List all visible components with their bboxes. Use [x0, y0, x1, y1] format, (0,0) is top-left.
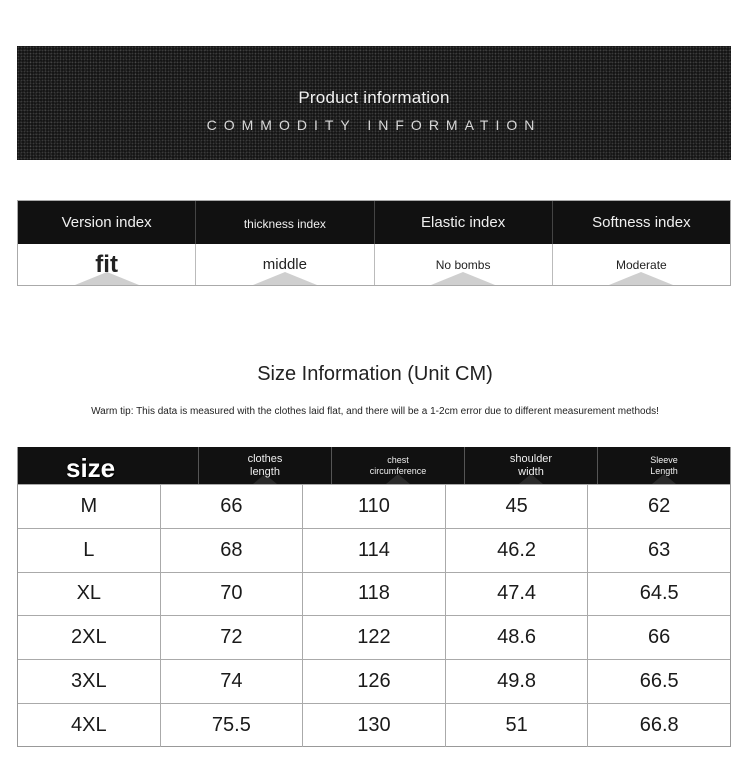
index-table-header — [18, 201, 730, 244]
cell-shoulder: 47.4 — [446, 573, 589, 616]
banner-title: Product information — [298, 88, 450, 107]
table-row — [18, 572, 730, 616]
size-info-title: Size Information (Unit CM) — [257, 363, 493, 385]
cell-clothes-length: 75.5 — [161, 704, 304, 747]
header-clothes-length — [199, 447, 332, 484]
header-shoulder-l2: width — [518, 465, 544, 478]
value-version-index — [18, 244, 196, 285]
header-shoulder-width — [465, 447, 598, 484]
index-table — [17, 200, 731, 286]
cell-chest: 110 — [303, 485, 446, 528]
size-table — [17, 447, 731, 747]
cell-chest: 126 — [303, 660, 446, 703]
cell-sleeve: 66.5 — [639, 670, 679, 693]
header-size-label: size — [66, 453, 116, 484]
header-chest-l1: chest — [387, 455, 409, 466]
cell-size: 4XL — [18, 704, 161, 747]
cell-sleeve: 66.8 — [639, 713, 679, 736]
header-clothes-length-l1: clothes — [247, 452, 283, 465]
value-softness-text: Moderate — [616, 257, 667, 272]
indicator-triangle — [609, 272, 673, 285]
value-thickness-text: middle — [262, 256, 307, 273]
header-thickness-index: thickness index — [196, 201, 374, 244]
cell-size: L — [18, 529, 161, 572]
indicator-triangle — [431, 272, 495, 285]
header-softness-index: Softness index — [592, 214, 691, 231]
cell-clothes-length: 68 — [161, 529, 304, 572]
indicator-triangle — [253, 272, 317, 285]
header-sleeve-length — [598, 447, 730, 484]
cell-clothes-length: 70 — [161, 573, 304, 616]
table-row — [18, 615, 730, 659]
cell-shoulder: 49.8 — [446, 660, 589, 703]
header-elastic-index: Elastic index — [375, 201, 553, 244]
cell-size: XL — [18, 573, 161, 616]
cell-chest: 118 — [303, 573, 446, 616]
header-size — [18, 447, 199, 484]
banner-subtitle: COMMODITY INFORMATION — [206, 117, 542, 133]
warm-tip: Warm tip: This data is measured with the clothes laid flat, and there will be a 1-2cm error due to different measurement methods! — [91, 406, 659, 417]
header-clothes-length-l2: length — [250, 465, 280, 478]
table-row — [18, 659, 730, 703]
cell-sleeve: 63 — [648, 538, 671, 561]
cell-size: M — [18, 485, 161, 528]
table-row — [18, 528, 730, 572]
cell-shoulder: 51 — [446, 704, 589, 747]
cell-shoulder: 45 — [446, 485, 589, 528]
header-version-index: Version index — [18, 201, 196, 244]
cell-chest: 114 — [303, 529, 446, 572]
value-thickness-index — [196, 244, 374, 285]
cell-sleeve: 64.5 — [639, 582, 679, 605]
cell-shoulder: 48.6 — [446, 616, 589, 659]
header-chest-circumference — [332, 447, 465, 484]
index-table-values — [18, 244, 730, 285]
cell-size: 2XL — [18, 616, 161, 659]
cell-chest: 130 — [303, 704, 446, 747]
cell-chest: 122 — [303, 616, 446, 659]
cell-clothes-length: 74 — [161, 660, 304, 703]
table-row — [18, 703, 730, 747]
value-version-text: fit — [95, 250, 118, 278]
cell-clothes-length: 72 — [161, 616, 304, 659]
value-elastic-text: No bombs — [435, 257, 491, 272]
table-row — [18, 484, 730, 528]
header-sleeve-l1: Sleeve — [650, 455, 678, 466]
value-elastic-index — [375, 244, 553, 285]
cell-size: 3XL — [18, 660, 161, 703]
header-shoulder-l1: shoulder — [509, 452, 553, 465]
value-softness-index — [553, 244, 730, 285]
product-info-banner — [17, 46, 731, 160]
cell-shoulder: 46.2 — [446, 529, 589, 572]
cell-clothes-length: 66 — [161, 485, 304, 528]
header-chest-l2: circumference — [369, 465, 427, 476]
cell-sleeve: 66 — [648, 626, 671, 649]
cell-sleeve: 62 — [648, 494, 671, 517]
size-table-header — [18, 447, 730, 484]
header-sleeve-l2: Length — [650, 465, 678, 476]
